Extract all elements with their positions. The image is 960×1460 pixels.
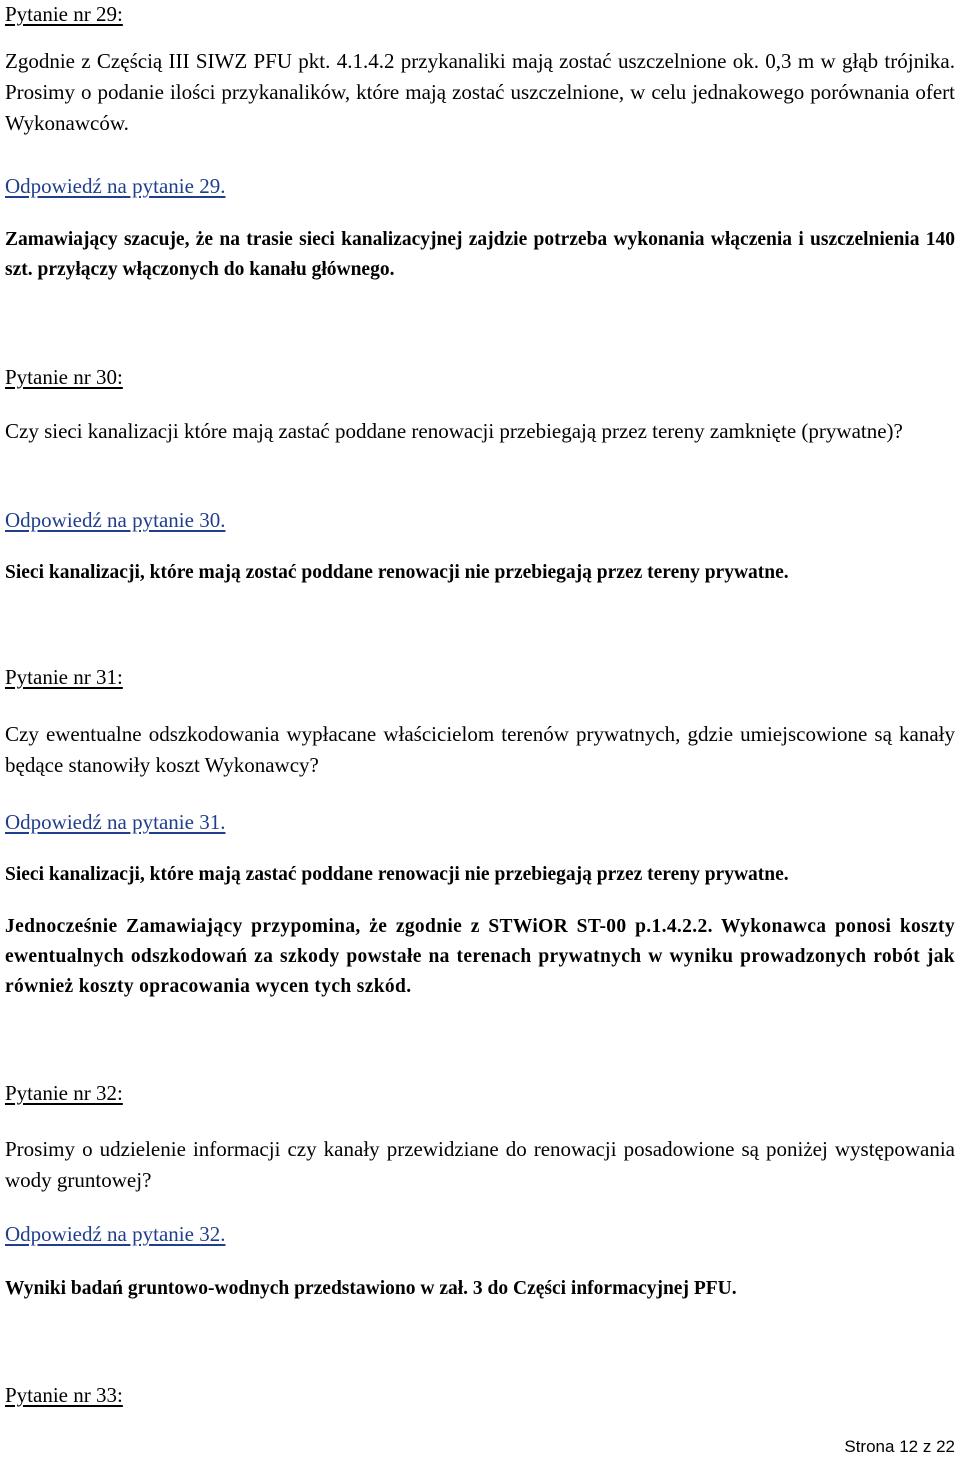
question-31-text: Czy ewentualne odszkodowania wypłacane właścicielom terenów prywatnych, gdzie umiejscowione są kanały będące stanowiły koszt Wykonawcy? [5, 722, 955, 777]
question-32-text: Prosimy o udzielenie informacji czy kanały przewidziane do renowacji posadowione są poniżej występowania wody gruntowej? [5, 1137, 955, 1192]
question-30-heading: Pytanie nr 30: [5, 365, 123, 389]
answer-31-heading: Odpowiedź na pytanie 31. [5, 810, 226, 834]
answer-30-text: Sieci kanalizacji, które mają zostać poddane renowacji nie przebiegają przez tereny prywatne. [5, 562, 789, 583]
page-counter-label: Strona [844, 1437, 895, 1456]
answer-30-heading: Odpowiedź na pytanie 30. [5, 508, 226, 532]
question-29-heading: Pytanie nr 29: [5, 2, 123, 26]
answer-32-text: Wyniki badań gruntowo-wodnych przedstawiono w zał. 3 do Części informacyjnej PFU. [5, 1278, 737, 1299]
question-29-text: Zgodnie z Częścią III SIWZ PFU pkt. 4.1.4.2 przykanaliki mają zostać uszczelnione ok. 0,3 m w głąb trójnika. Prosimy o podanie ilości przykanalików, które mają zostać uszczelnione, w celu jednakowego porównania ofert Wykonawców. [5, 49, 955, 135]
question-32-heading: Pytanie nr 32: [5, 1081, 123, 1105]
question-30-text: Czy sieci kanalizacji które mają zastać poddane renowacji przebiegają przez tereny zamknięte (prywatne)? [5, 419, 903, 443]
page-counter-separator: z [922, 1437, 932, 1456]
answer-29-heading: Odpowiedź na pytanie 29. [5, 174, 226, 198]
question-33-heading: Pytanie nr 33: [5, 1383, 123, 1407]
page-counter [844, 1437, 955, 1457]
answer-31-text-2: Jednocześnie Zamawiający przypomina, że zgodnie z STWiOR ST-00 p.1.4.2.2. Wykonawca ponosi koszty ewentualnych odszkodowań za szkody powstałe na terenach prywatnych w wyniku prowadzonych robót jak również koszty opracowania wycen tych szkód. [5, 916, 955, 997]
page-counter-current: 12 [899, 1437, 919, 1456]
page-counter-total: 22 [936, 1437, 955, 1456]
answer-29-text: Zamawiający szacuje, że na trasie sieci kanalizacyjnej zajdzie potrzeba wykonania włączenia i uszczelnienia 140 szt. przyłączy włączonych do kanału głównego. [5, 229, 955, 280]
answer-31-text: Sieci kanalizacji, które mają zastać poddane renowacji nie przebiegają przez tereny prywatne. [5, 864, 789, 885]
question-31-heading: Pytanie nr 31: [5, 665, 123, 689]
answer-32-heading: Odpowiedź na pytanie 32. [5, 1222, 226, 1246]
